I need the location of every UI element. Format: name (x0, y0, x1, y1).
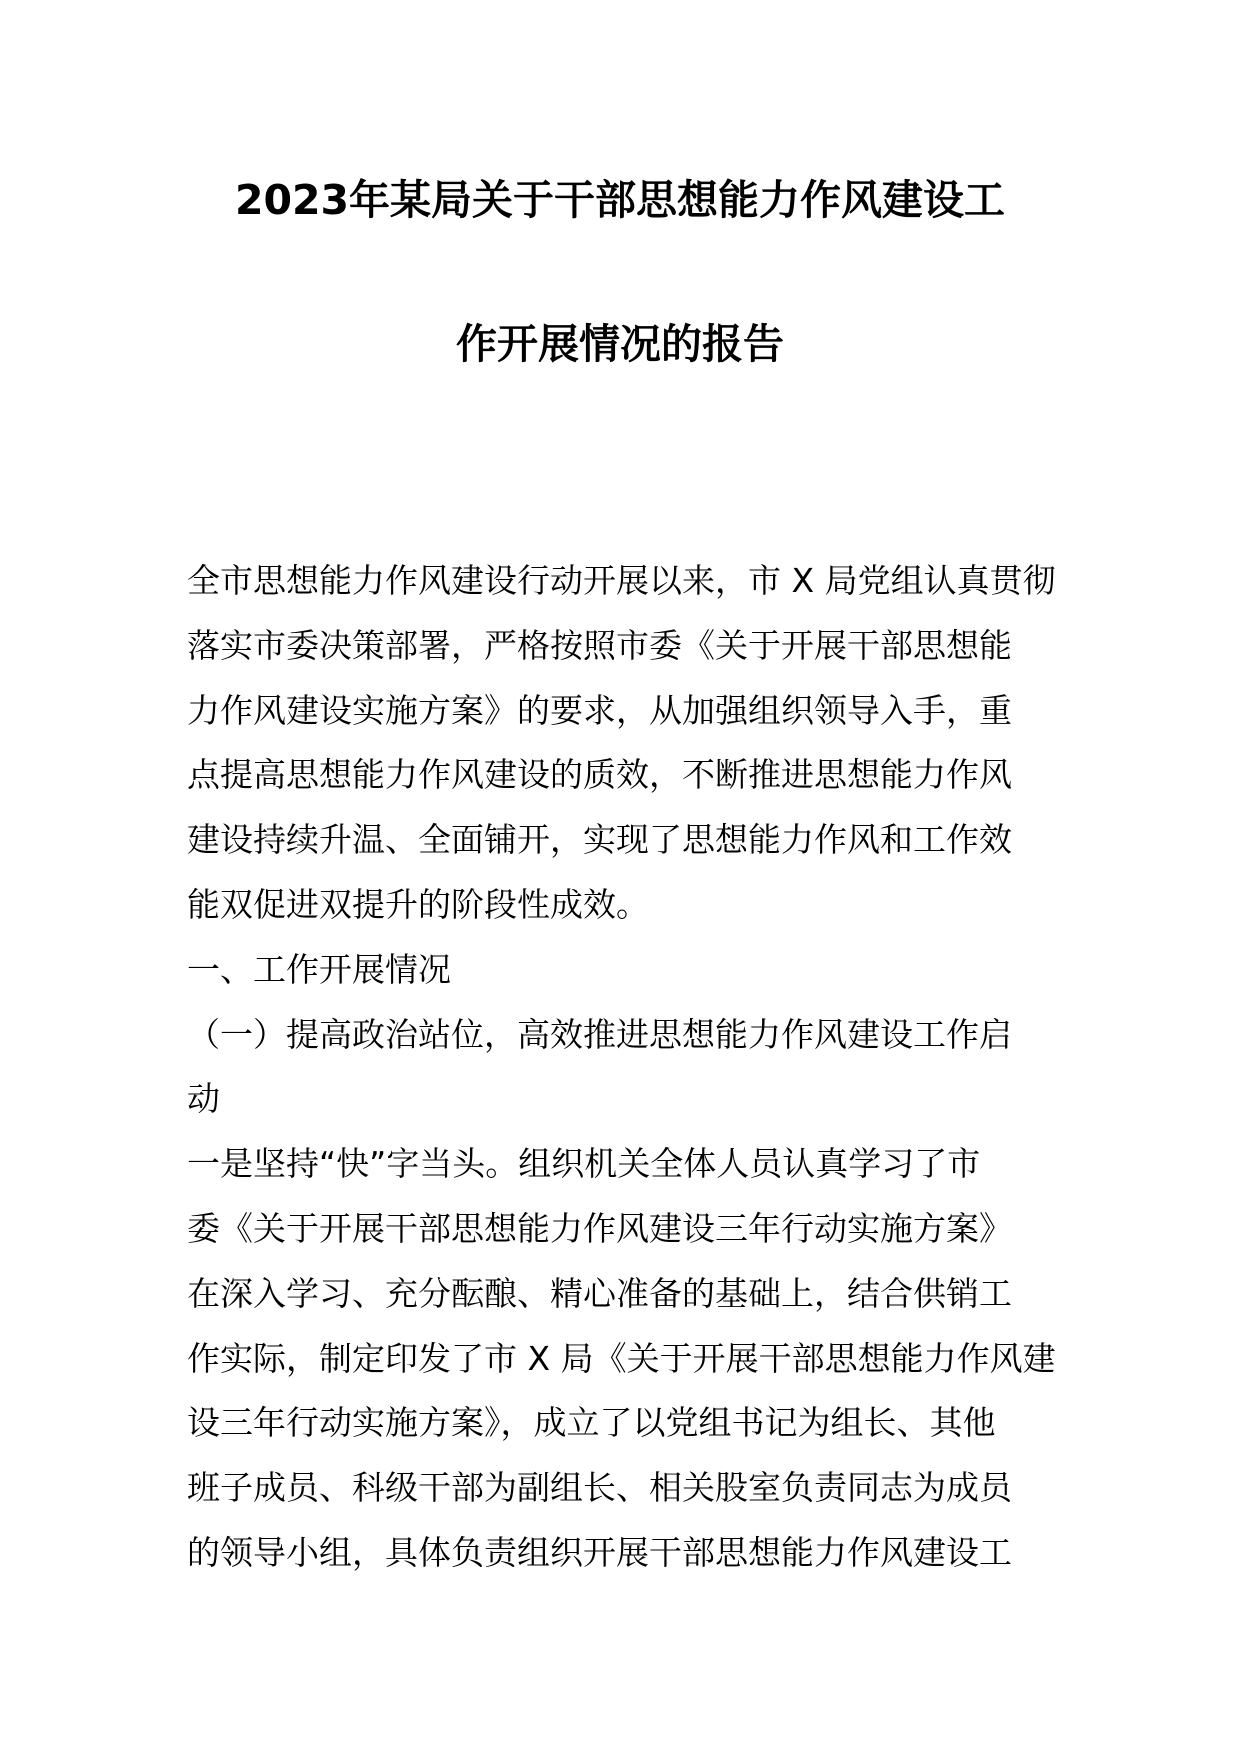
document-title (150, 176, 1090, 368)
subsection-heading-continued: 动 (187, 1079, 220, 1119)
document-body (187, 549, 1057, 1586)
body-line: 全市思想能力作风建设行动开展以来，市 X 局党组认真贯彻 (187, 561, 1056, 600)
body-line: 一是坚持“快”字当头。组织机关全体人员认真学习了市 (187, 1144, 981, 1184)
body-line: 设三年行动实施方案》，成立了以党组书记为组长、其他 (187, 1403, 996, 1443)
body-line: 力作风建设实施方案》的要求，从加强组织领导入手，重 (187, 690, 1012, 730)
body-line: 班子成员、科级干部为副组长、相关股室负责同志为成员 (187, 1468, 1012, 1508)
body-line: 委《关于开展干部思想能力作风建设三年行动实施方案》 (187, 1208, 1012, 1248)
body-line: 落实市委决策部署，严格按照市委《关于开展干部思想能 (187, 625, 1012, 665)
body-line: 建设持续升温、全面铺开，实现了思想能力作风和工作效 (187, 820, 1012, 860)
title-line-2: 作开展情况的报告 (456, 320, 784, 368)
body-line: 的领导小组，具体负责组织开展干部思想能力作风建设工 (187, 1532, 1012, 1572)
section-heading: 一、工作开展情况 (187, 949, 451, 989)
body-line: 能双促进双提升的阶段性成效。 (187, 884, 649, 924)
body-line: 在深入学习、充分酝酿、精心准备的基础上，结合供销工 (187, 1273, 1012, 1313)
title-line-1: 2023年某局关于干部思想能力作风建设工 (234, 176, 1006, 224)
body-line: 作实际，制定印发了市 X 局《关于开展干部思想能力作风建 (187, 1338, 1056, 1378)
subsection-heading: （一）提高政治站位，高效推进思想能力作风建设工作启 (187, 1014, 1012, 1054)
body-line: 点提高思想能力作风建设的质效，不断推进思想能力作风 (187, 755, 1012, 795)
